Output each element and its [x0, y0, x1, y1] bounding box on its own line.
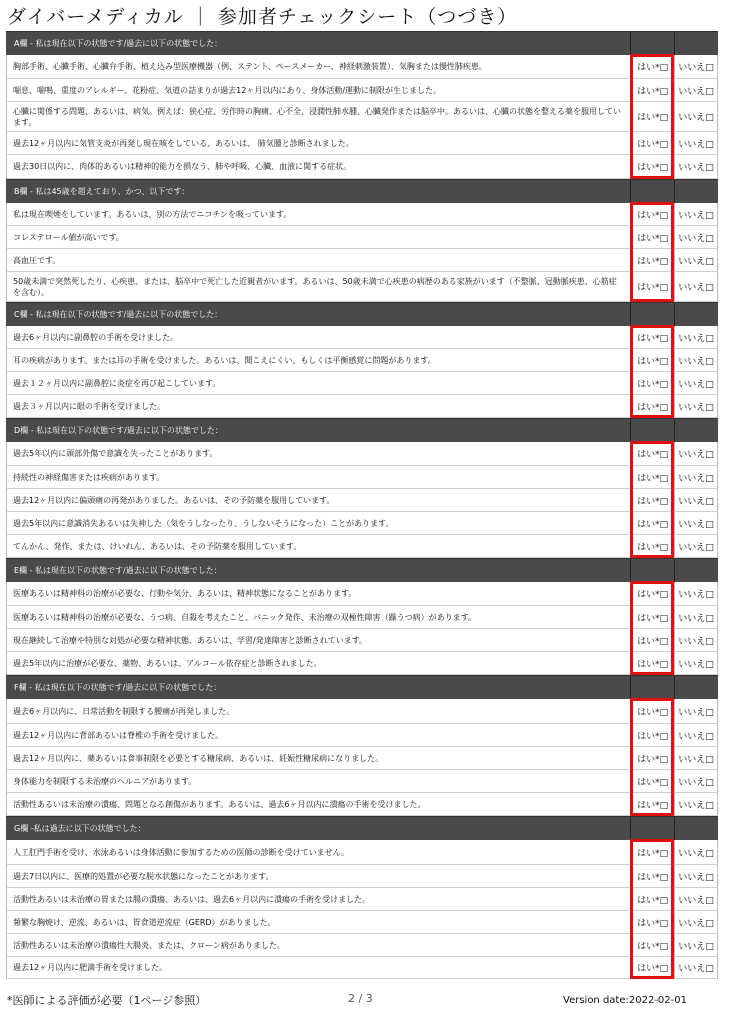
- no-checkbox[interactable]: いいえ□: [674, 770, 718, 792]
- question-text: てんかん、発作、または、けいれん、あるいは、その予防薬を服用しています。: [13, 541, 302, 551]
- no-checkbox[interactable]: いいえ□: [674, 79, 718, 101]
- question-row: [6, 155, 718, 179]
- question-text: 過去12ヶ月以内に気管支炎が再発し現在咳をしている、あるいは、 肺気腫と診断されました。: [13, 138, 354, 148]
- question-text: 過去12ヶ月以内に、薬あるいは食事制限を必要とする糖尿病、あるいは、妊娠性糖尿病になりました。: [13, 753, 384, 763]
- question-row: [6, 226, 718, 249]
- question-text-cell: [7, 911, 630, 933]
- question-row: [6, 535, 718, 558]
- no-checkbox[interactable]: いいえ□: [674, 606, 718, 628]
- section-heading: D欄 - 私は現在以下の状態です/過去に以下の状態でした：: [14, 426, 223, 435]
- question-row: [6, 629, 718, 652]
- no-checkbox[interactable]: いいえ□: [674, 512, 718, 534]
- question-text-cell: [7, 326, 630, 348]
- question-text-cell: [7, 79, 630, 101]
- header-blank-cell: [630, 817, 674, 840]
- yes-column-highlight: [630, 581, 674, 675]
- question-text: 高血圧です。: [13, 255, 61, 265]
- question-text-cell: [7, 840, 630, 864]
- section-heading: F欄 - 私は現在以下の状態です/過去に以下の状態でした：: [14, 683, 222, 692]
- yes-checkbox[interactable]: はい*□: [630, 326, 674, 348]
- question-text-cell: [7, 512, 630, 534]
- no-checkbox[interactable]: いいえ□: [674, 629, 718, 651]
- yes-checkbox[interactable]: はい*□: [630, 747, 674, 769]
- question-row: [6, 326, 718, 349]
- header-blank-cell: [674, 676, 718, 699]
- no-checkbox[interactable]: いいえ□: [674, 226, 718, 248]
- question-row: [6, 840, 718, 865]
- question-text-cell: [7, 489, 630, 511]
- question-text-cell: [7, 372, 630, 394]
- question-text-cell: [7, 155, 630, 178]
- question-text-cell: [7, 888, 630, 910]
- footer-note: *医師による評価が必要（1ページ参照）: [7, 994, 207, 1007]
- question-text: 私は現在喫煙をしています。あるいは、別の方法でニコチンを吸っています。: [13, 209, 292, 219]
- section-header: [6, 418, 718, 442]
- question-text-cell: [7, 770, 630, 792]
- header-blank-cell: [630, 32, 674, 55]
- question-text-cell: [7, 724, 630, 746]
- header-blank-cell: [630, 559, 674, 582]
- yes-checkbox[interactable]: はい*□: [630, 249, 674, 271]
- question-text-cell: [7, 652, 630, 674]
- question-row: [6, 489, 718, 512]
- yes-column-highlight: [630, 839, 674, 979]
- question-text-cell: [7, 132, 630, 154]
- yes-checkbox[interactable]: はい*□: [630, 840, 674, 864]
- no-checkbox[interactable]: いいえ□: [674, 372, 718, 394]
- no-checkbox[interactable]: いいえ□: [674, 102, 718, 131]
- question-row: [6, 652, 718, 675]
- question-row: [6, 249, 718, 272]
- question-text-cell: [7, 272, 630, 301]
- header-blank-cell: [630, 676, 674, 699]
- yes-checkbox[interactable]: はい*□: [630, 606, 674, 628]
- question-row: [6, 770, 718, 793]
- question-row: [6, 793, 718, 816]
- header-blank-cell: [674, 419, 718, 442]
- no-checkbox[interactable]: いいえ□: [674, 652, 718, 674]
- question-row: [6, 395, 718, 418]
- question-text: 過去12ヶ月以内に背部あるいは脊椎の手術を受けました。: [13, 730, 224, 740]
- no-checkbox[interactable]: いいえ□: [674, 203, 718, 225]
- question-row: [6, 699, 718, 724]
- yes-checkbox[interactable]: はい*□: [630, 132, 674, 154]
- question-text: 持続性の神経傷害または疾病があります。: [13, 472, 165, 482]
- no-checkbox[interactable]: いいえ□: [674, 349, 718, 371]
- question-text-cell: [7, 934, 630, 956]
- no-checkbox[interactable]: いいえ□: [674, 489, 718, 511]
- question-row: [6, 606, 718, 629]
- no-checkbox[interactable]: いいえ□: [674, 326, 718, 348]
- yes-checkbox[interactable]: はい*□: [630, 793, 674, 815]
- section-heading: A欄 - 私は現在以下の状態です/過去に以下の状態でした：: [14, 39, 223, 48]
- question-row: [6, 582, 718, 606]
- question-text-cell: [7, 249, 630, 271]
- question-text: 人工肛門手術を受け、水泳あるいは身体活動に参加するための医師の診断を受けていません。: [13, 847, 350, 857]
- yes-checkbox[interactable]: はい*□: [630, 489, 674, 511]
- header-blank-cell: [674, 303, 718, 326]
- question-text: 過去7日以内に、医療的処置が必要な脱水状態になったことがあります。: [13, 871, 274, 881]
- question-text: 過去6ヶ月以内に、日常活動を制限する腰痛が再発しました。: [13, 706, 235, 716]
- header-blank-cell: [674, 817, 718, 840]
- question-text: 耳の疾病があります。または耳の手術を受けました。あるいは、聞こえにくい、もしくは平衡感覚に問題があります。: [13, 355, 436, 365]
- no-checkbox[interactable]: いいえ□: [674, 724, 718, 746]
- question-text: 過去6ヶ月以内に副鼻腔の手術を受けました。: [13, 332, 179, 342]
- no-checkbox[interactable]: いいえ□: [674, 865, 718, 887]
- yes-checkbox[interactable]: はい*□: [630, 582, 674, 605]
- question-text-cell: [7, 395, 630, 417]
- question-text-cell: [7, 747, 630, 769]
- question-row: [6, 865, 718, 888]
- yes-checkbox[interactable]: はい*□: [630, 55, 674, 78]
- no-checkbox[interactable]: いいえ□: [674, 888, 718, 910]
- yes-checkbox[interactable]: はい*□: [630, 724, 674, 746]
- section-header: [6, 816, 718, 840]
- version-date: Version date:2022-02-01: [563, 995, 687, 1006]
- no-checkbox[interactable]: いいえ□: [674, 911, 718, 933]
- question-row: [6, 55, 718, 79]
- header-blank-cell: [630, 419, 674, 442]
- no-checkbox[interactable]: いいえ□: [674, 442, 718, 465]
- question-text-cell: [7, 699, 630, 723]
- no-checkbox[interactable]: いいえ□: [674, 934, 718, 956]
- no-checkbox[interactable]: いいえ□: [674, 466, 718, 488]
- question-text: 喘息、喘鳴、重度のアレルギー、花粉症、気道の詰まりが過去12ヶ月以内にあり、身体活動/運動に制限が生じました。: [13, 85, 442, 95]
- question-row: [6, 349, 718, 372]
- no-checkbox[interactable]: いいえ□: [674, 699, 718, 723]
- question-row: [6, 724, 718, 747]
- question-text: 胸部手術、心臓手術、心臓弁手術、植え込み型医療機器（例、ステント、ペースメーカー、神経刺激装置）、気胸または慢性肺疾患。: [13, 62, 487, 71]
- section-heading: B欄 - 私は45歳を超えており、かつ、以下です：: [14, 187, 190, 196]
- no-checkbox[interactable]: いいえ□: [674, 272, 718, 301]
- yes-column-highlight: [630, 698, 674, 816]
- yes-checkbox[interactable]: はい*□: [630, 512, 674, 534]
- question-text: コレステロール値が高いです。: [13, 232, 124, 242]
- section-header: [6, 302, 718, 326]
- yes-checkbox[interactable]: はい*□: [630, 155, 674, 178]
- question-row: [6, 442, 718, 466]
- no-checkbox[interactable]: いいえ□: [674, 793, 718, 815]
- question-row: [6, 466, 718, 489]
- question-row: [6, 934, 718, 957]
- yes-checkbox[interactable]: はい*□: [630, 203, 674, 225]
- question-text-cell: [7, 865, 630, 887]
- question-row: [6, 272, 718, 302]
- section-header: [6, 675, 718, 699]
- yes-column-highlight: [630, 441, 674, 558]
- question-row: [6, 512, 718, 535]
- yes-column-highlight: [630, 325, 674, 418]
- question-row: [6, 102, 718, 132]
- question-row: [6, 203, 718, 226]
- question-text-cell: [7, 606, 630, 628]
- question-row: [6, 911, 718, 934]
- question-text-cell: [7, 203, 630, 225]
- yes-checkbox[interactable]: はい*□: [630, 629, 674, 651]
- header-blank-cell: [674, 32, 718, 55]
- no-checkbox[interactable]: いいえ□: [674, 132, 718, 154]
- question-text: 医療あるいは精神科の治療が必要な、行動や気分、あるいは、精神状態になることがあります。: [13, 589, 357, 598]
- question-text-cell: [7, 793, 630, 815]
- no-checkbox[interactable]: いいえ□: [674, 535, 718, 557]
- question-text: 医療あるいは精神科の治療が必要な、うつ病、自殺を考えたこと、パニック発作、未治療の双極性障害（躁うつ病）があります。: [13, 612, 477, 622]
- question-text: 過去5年以内に頭部外傷で意識を失ったことがあります。: [13, 449, 218, 458]
- yes-checkbox[interactable]: はい*□: [630, 226, 674, 248]
- yes-checkbox[interactable]: はい*□: [630, 102, 674, 131]
- question-text: 活動性あるいは未治療の潰瘍性大腸炎、または、クローン病がありました。: [13, 940, 285, 950]
- question-text: 50歳未満で突然死したり、心疾患、または、脳卒中で死亡した近親者がいます。あるいは、50歳未満で心疾患の病歴のある家族がいます（不整脈、冠動脈疾患、心筋症を含む）。: [13, 276, 617, 297]
- yes-checkbox[interactable]: はい*□: [630, 652, 674, 674]
- question-row: [6, 372, 718, 395]
- no-checkbox[interactable]: いいえ□: [674, 249, 718, 271]
- yes-column-highlight: [630, 54, 674, 179]
- yes-checkbox[interactable]: はい*□: [630, 372, 674, 394]
- checklist-table: [6, 31, 718, 979]
- question-text: 心臓に関係する問題、あるいは、病気。例えば：狭心症、労作時の胸痛、心不全、浸潤性肺水腫、心臓発作または脳卒中。あるいは、心臓の状態を整える薬を服用しています。: [13, 106, 621, 127]
- yes-checkbox[interactable]: はい*□: [630, 911, 674, 933]
- question-row: [6, 888, 718, 911]
- question-text: 過去１２ヶ月以内に副鼻腔に炎症を再び起こしています。: [13, 378, 221, 388]
- yes-column-highlight: [630, 202, 674, 302]
- no-checkbox[interactable]: いいえ□: [674, 840, 718, 864]
- question-text: 現在継続して治療や特別な対処が必要な精神状態、あるいは、学習/発達障害と診断されています。: [13, 635, 368, 645]
- no-checkbox[interactable]: いいえ□: [674, 155, 718, 178]
- section-heading: G欄 -私は過去に以下の状態でした：: [14, 824, 146, 833]
- question-text-cell: [7, 535, 630, 557]
- section-heading: C欄 - 私は現在以下の状態です/過去に以下の状態でした：: [14, 310, 223, 319]
- question-text-cell: [7, 55, 630, 78]
- question-text: 身体能力を制限する未治療のヘルニアがあります。: [13, 776, 197, 786]
- question-row: [6, 79, 718, 102]
- question-text: 過去12ヶ月以内に肥満手術を受けました。: [13, 963, 168, 972]
- header-blank-cell: [630, 180, 674, 203]
- question-row: [6, 957, 718, 979]
- question-text-cell: [7, 102, 630, 131]
- header-blank-cell: [630, 303, 674, 326]
- question-text-cell: [7, 466, 630, 488]
- no-checkbox[interactable]: いいえ□: [674, 395, 718, 417]
- header-blank-cell: [674, 559, 718, 582]
- yes-checkbox[interactable]: はい*□: [630, 957, 674, 978]
- yes-checkbox[interactable]: はい*□: [630, 888, 674, 910]
- question-text: 過去5年以内に意識消失あるいは失神した（気をうしなったり、うしないそうになった）ことがあります。: [13, 518, 394, 528]
- question-text-cell: [7, 629, 630, 651]
- yes-checkbox[interactable]: はい*□: [630, 272, 674, 301]
- page-title: ダイバーメディカル ｜ 参加者チェックシート（つづき）: [7, 6, 518, 28]
- no-checkbox[interactable]: いいえ□: [674, 582, 718, 605]
- no-checkbox[interactable]: いいえ□: [674, 55, 718, 78]
- question-text-cell: [7, 582, 630, 605]
- question-text: 過去5年以内に治療が必要な、薬物、あるいは、アルコール依存症と診断されました。: [13, 658, 322, 668]
- question-text-cell: [7, 349, 630, 371]
- no-checkbox[interactable]: いいえ□: [674, 747, 718, 769]
- yes-checkbox[interactable]: はい*□: [630, 466, 674, 488]
- question-text: 過去30日以内に、肉体的あるいは精神的能力を損なう、肺や呼吸、心臓、血液に関する症状。: [13, 162, 352, 171]
- yes-checkbox[interactable]: はい*□: [630, 79, 674, 101]
- section-header: [6, 179, 718, 203]
- question-text-cell: [7, 226, 630, 248]
- question-text: 頻繁な胸焼け、逆流、あるいは、胃食道逆流症（GERD）がありました。: [13, 917, 276, 927]
- question-text-cell: [7, 957, 630, 978]
- yes-checkbox[interactable]: はい*□: [630, 699, 674, 723]
- yes-checkbox[interactable]: はい*□: [630, 535, 674, 557]
- yes-checkbox[interactable]: はい*□: [630, 395, 674, 417]
- section-header: [6, 31, 718, 55]
- page-number: 2 / 3: [348, 992, 373, 1005]
- section-header: [6, 558, 718, 582]
- question-text: 過去12ヶ月以内に偏頭痛の再発がありました。あるいは、その予防薬を服用しています。: [13, 495, 335, 505]
- question-text: 過去３ヶ月以内に眼の手術を受けました。: [13, 401, 165, 411]
- yes-checkbox[interactable]: はい*□: [630, 934, 674, 956]
- question-text: 活動性あるいは未治療の潰瘍、問題となる創傷があります。あるいは、過去6ヶ月以内に潰瘍の手術を受けました。: [13, 799, 426, 809]
- question-text: 活動性あるいは未治療の胃または腸の潰瘍、あるいは、過去6ヶ月以内に潰瘍の手術を受けました。: [13, 894, 371, 904]
- question-row: [6, 132, 718, 155]
- yes-checkbox[interactable]: はい*□: [630, 865, 674, 887]
- yes-checkbox[interactable]: はい*□: [630, 770, 674, 792]
- question-text-cell: [7, 442, 630, 465]
- no-checkbox[interactable]: いいえ□: [674, 957, 718, 978]
- header-blank-cell: [674, 180, 718, 203]
- yes-checkbox[interactable]: はい*□: [630, 442, 674, 465]
- question-row: [6, 747, 718, 770]
- yes-checkbox[interactable]: はい*□: [630, 349, 674, 371]
- section-heading: E欄 - 私は現在以下の状態です/過去に以下の状態でした：: [14, 566, 222, 575]
